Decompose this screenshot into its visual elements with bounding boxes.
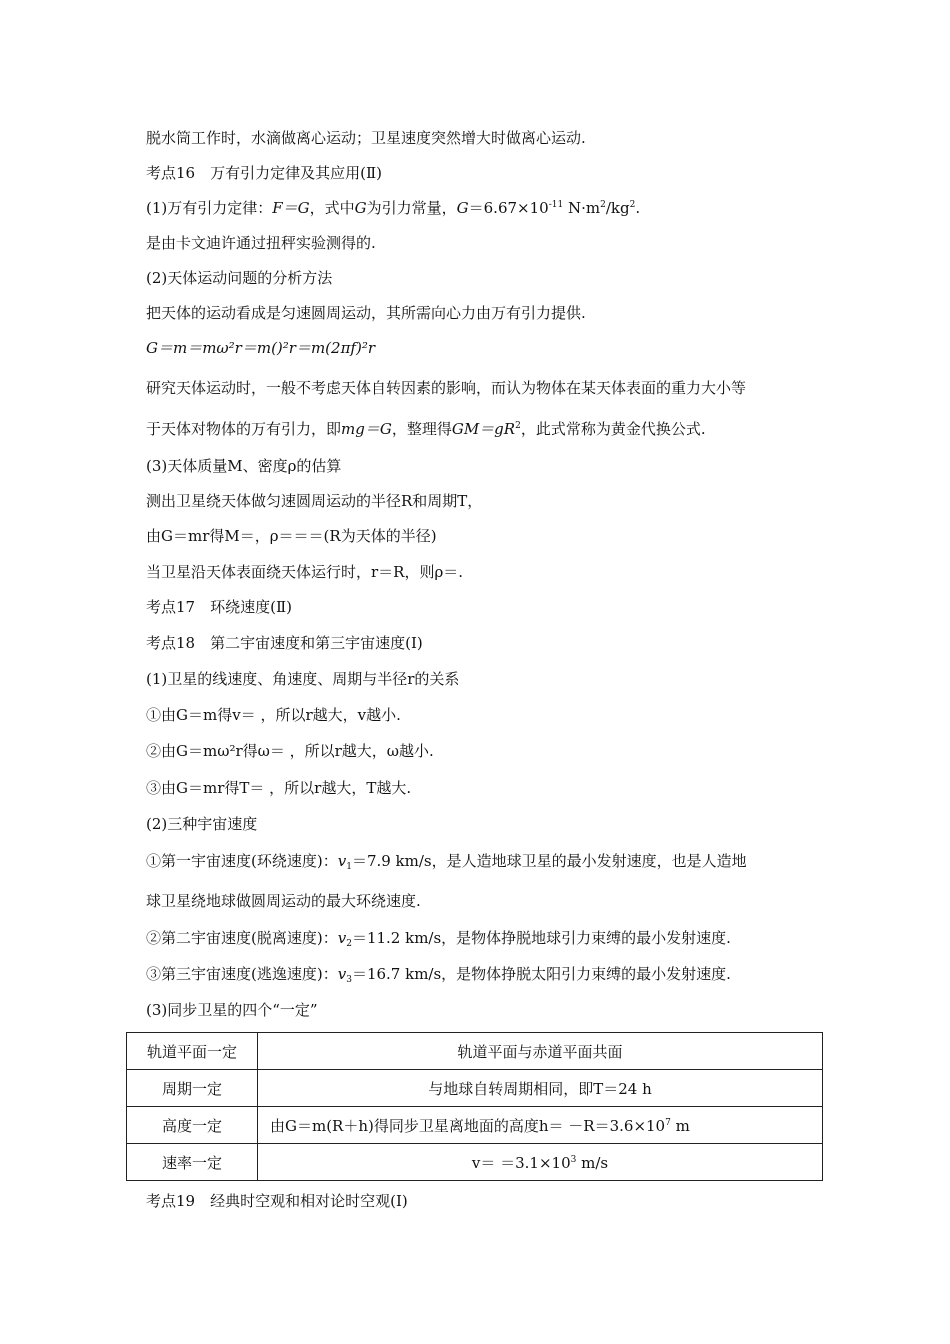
text-line-measure: 测出卫星绕天体做匀速圆周运动的半径R和周期T， xyxy=(146,492,483,510)
gold-text-2: ，整理得 xyxy=(391,420,452,438)
text-line-second-cosmic xyxy=(146,928,731,948)
table-cell-label: 轨道平面一定 xyxy=(127,1033,258,1070)
g-unit-2: /kg xyxy=(605,199,630,217)
section-heading-16: 考点16 万有引力定律及其应用(Ⅱ) xyxy=(146,164,382,182)
table-cell-label: 周期一定 xyxy=(127,1070,258,1107)
speed-text: v＝ ＝3.1×10 xyxy=(471,1153,571,1172)
height-text: 由G＝m(R＋h)得同步卫星离地面的高度h＝ －R＝3.6×10 xyxy=(270,1116,666,1135)
text-line-surface-orbit: 当卫星沿天体表面绕天体运行时，r＝R，则ρ＝. xyxy=(146,563,464,581)
text-line-cavendish: 是由卡文迪许通过扭秤实验测得的. xyxy=(146,234,376,252)
text-line-gravitation-law xyxy=(146,198,640,218)
subheading-mass-density: (3)天体质量M、密度ρ的估算 xyxy=(146,457,342,475)
formula-gm: GM＝gR xyxy=(451,420,516,438)
text-line-mass-formula: 由G＝mr得M＝，ρ＝＝＝(R为天体的半径) xyxy=(146,527,437,545)
v3-symbol: v xyxy=(337,965,347,983)
g-symbol-2: G xyxy=(456,199,469,217)
unit-exp-2: 2 xyxy=(629,200,636,210)
formula-text: G＝m＝mω²r＝m()²r＝m(2πf)²r xyxy=(146,339,376,357)
text-line-period: ③由G＝mr得T＝ ，所以r越大，T越大. xyxy=(146,779,412,797)
text-line-first-cosmic-cont: 球卫星绕地球做圆周运动的最大环绕速度. xyxy=(146,892,421,910)
law-text: ，式中 xyxy=(309,199,355,217)
table-cell-label: 速率一定 xyxy=(127,1144,258,1181)
v1-subscript: 1 xyxy=(346,862,352,872)
text-line-angular-velocity: ②由G＝mω²r得ω＝ ，所以r越大，ω越小. xyxy=(146,742,434,760)
section-heading-19: 考点19 经典时空观和相对论时空观(Ⅰ) xyxy=(146,1192,408,1210)
g-value: ＝6.67×10 xyxy=(468,199,549,217)
formula-mg: mg＝G xyxy=(341,420,392,438)
law-label: (1)万有引力定律： xyxy=(146,199,273,217)
text-line-centrifugal: 脱水筒工作时，水滴做离心运动；卫星速度突然增大时做离心运动. xyxy=(146,129,586,147)
gold-text-1: 于天体对物体的万有引力，即 xyxy=(146,420,342,438)
first-cosmic-label: ①第一宇宙速度(环绕速度)： xyxy=(146,852,338,870)
speed-exponent: 3 xyxy=(570,1154,577,1165)
table-cell-label: 高度一定 xyxy=(127,1107,258,1144)
table-cell-content: 轨道平面与赤道平面共面 xyxy=(258,1033,823,1070)
table-row xyxy=(127,1033,823,1070)
v2-subscript: 2 xyxy=(346,939,352,949)
section-heading-17: 考点17 环绕速度(Ⅱ) xyxy=(146,598,292,616)
g-exponent: -11 xyxy=(548,200,564,210)
v2-symbol: v xyxy=(337,929,347,947)
period: . xyxy=(635,199,641,217)
g-symbol: G xyxy=(354,199,367,217)
law-formula: F＝G xyxy=(272,199,310,217)
subheading-sync-satellite: (3)同步卫星的四个“一定” xyxy=(146,1001,318,1019)
gold-text-3: ，此式常称为黄金代换公式. xyxy=(520,420,706,438)
second-cosmic-text: ＝11.2 km/s，是物体挣脱地球引力束缚的最小发射速度. xyxy=(351,929,731,947)
formula-gm-exp: 2 xyxy=(515,421,521,431)
height-unit: m xyxy=(670,1116,690,1135)
text-line-third-cosmic xyxy=(146,964,731,984)
second-cosmic-label: ②第二宇宙速度(脱离速度)： xyxy=(146,929,338,947)
height-exponent: 7 xyxy=(665,1117,671,1128)
sync-satellite-table xyxy=(126,1032,823,1181)
text-line-rotation: 研究天体运动时，一般不考虑天体自转因素的影响，而认为物体在某天体表面的重力大小等 xyxy=(146,379,747,397)
table-cell-content xyxy=(258,1107,823,1144)
subheading-cosmic-velocities: (2)三种宇宙速度 xyxy=(146,815,258,833)
text-line-circular-motion: 把天体的运动看成是匀速圆周运动，其所需向心力由万有引力提供. xyxy=(146,304,586,322)
table-row xyxy=(127,1070,823,1107)
law-text-2: 为引力常量， xyxy=(366,199,457,217)
text-line-first-cosmic xyxy=(146,851,747,871)
third-cosmic-text: ＝16.7 km/s，是物体挣脱太阳引力束缚的最小发射速度. xyxy=(351,965,731,983)
third-cosmic-label: ③第三宇宙速度(逃逸速度)： xyxy=(146,965,338,983)
table-row xyxy=(127,1144,823,1181)
subheading-relations: (1)卫星的线速度、角速度、周期与半径r的关系 xyxy=(146,670,460,688)
subheading-analysis: (2)天体运动问题的分析方法 xyxy=(146,269,333,287)
first-cosmic-text: ＝7.9 km/s，是人造地球卫星的最小发射速度，也是人造地 xyxy=(351,852,747,870)
speed-unit: m/s xyxy=(576,1153,609,1172)
v1-symbol: v xyxy=(337,852,347,870)
unit-exp-1: 2 xyxy=(600,200,606,210)
text-line-velocity: ①由G＝m得v＝ ，所以r越大，v越小. xyxy=(146,706,401,724)
table-cell-content: 与地球自转周期相同，即T＝24 h xyxy=(258,1070,823,1107)
formula-centripetal xyxy=(146,338,375,358)
g-unit: N·m xyxy=(563,199,601,217)
section-heading-18: 考点18 第二宇宙速度和第三宇宙速度(Ⅰ) xyxy=(146,634,423,652)
table-cell-content xyxy=(258,1144,823,1181)
v3-subscript: 3 xyxy=(346,975,352,985)
text-line-golden-substitution xyxy=(146,419,706,439)
table-row xyxy=(127,1107,823,1144)
